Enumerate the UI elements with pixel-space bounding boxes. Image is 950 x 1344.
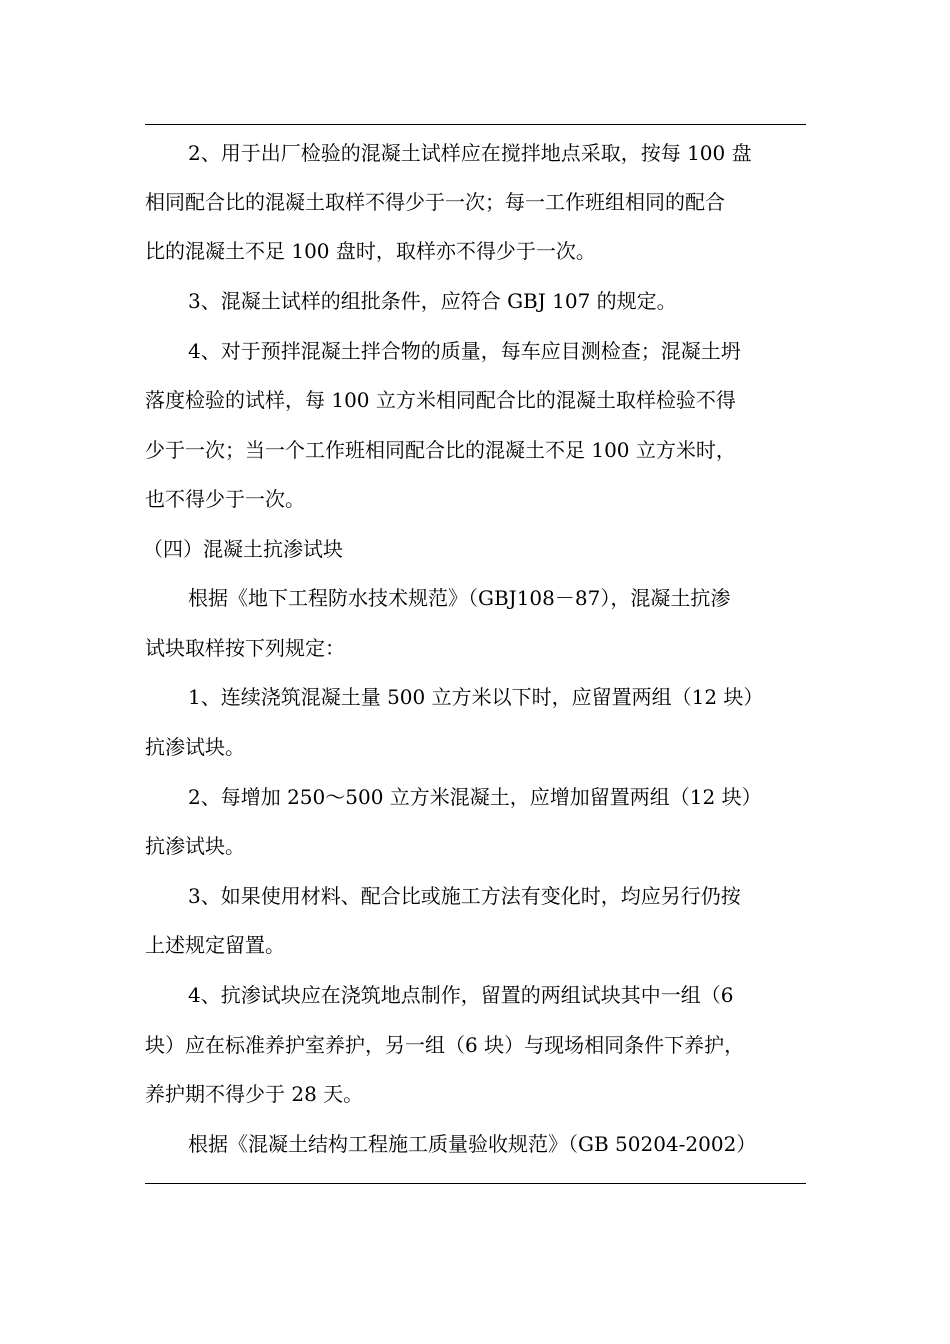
paragraph-line: 3、混凝土试样的组批条件，应符合 GBJ 107 的规定。	[188, 289, 677, 313]
section-heading: （四）混凝土抗渗试块	[143, 537, 343, 561]
paragraph-line: 抗渗试块。	[145, 834, 245, 858]
paragraph-line: 根据《地下工程防水技术规范》（GBJ108－87），混凝土抗渗	[188, 586, 731, 610]
paragraph-line: 落度检验的试样，每 100 立方米相同配合比的混凝土取样检验不得	[145, 388, 736, 412]
paragraph-line: 3、如果使用材料、配合比或施工方法有变化时，均应另行仍按	[188, 884, 741, 908]
paragraph-line: 4、对于预拌混凝土拌合物的质量，每车应目测检查；混凝土坍	[188, 339, 741, 363]
paragraph-line: 相同配合比的混凝土取样不得少于一次；每一工作班组相同的配合	[145, 190, 725, 214]
header-rule	[145, 124, 806, 125]
paragraph-line: 2、每增加 250～500 立方米混凝土，应增加留置两组（12 块）	[188, 785, 762, 809]
paragraph-line: 少于一次；当一个工作班相同配合比的混凝土不足 100 立方米时，	[145, 438, 736, 462]
paragraph-line: 1、连续浇筑混凝土量 500 立方米以下时，应留置两组（12 块）	[188, 685, 764, 709]
paragraph-line: 块）应在标准养护室养护，另一组（6 块）与现场相同条件下养护，	[145, 1033, 745, 1057]
paragraph-line: 养护期不得少于 28 天。	[145, 1082, 364, 1106]
paragraph-line: 根据《混凝土结构工程施工质量验收规范》（GB 50204-2002）	[188, 1132, 757, 1156]
paragraph-line: 也不得少于一次。	[145, 487, 305, 511]
paragraph-line: 比的混凝土不足 100 盘时，取样亦不得少于一次。	[145, 239, 596, 263]
paragraph-line: 试块取样按下列规定：	[145, 636, 345, 660]
paragraph-line: 上述规定留置。	[145, 933, 285, 957]
paragraph-line: 2、用于出厂检验的混凝土试样应在搅拌地点采取，按每 100 盘	[188, 141, 752, 165]
paragraph-line: 抗渗试块。	[145, 735, 245, 759]
footer-rule	[145, 1183, 806, 1184]
paragraph-line: 4、抗渗试块应在浇筑地点制作，留置的两组试块其中一组（6	[188, 983, 734, 1007]
